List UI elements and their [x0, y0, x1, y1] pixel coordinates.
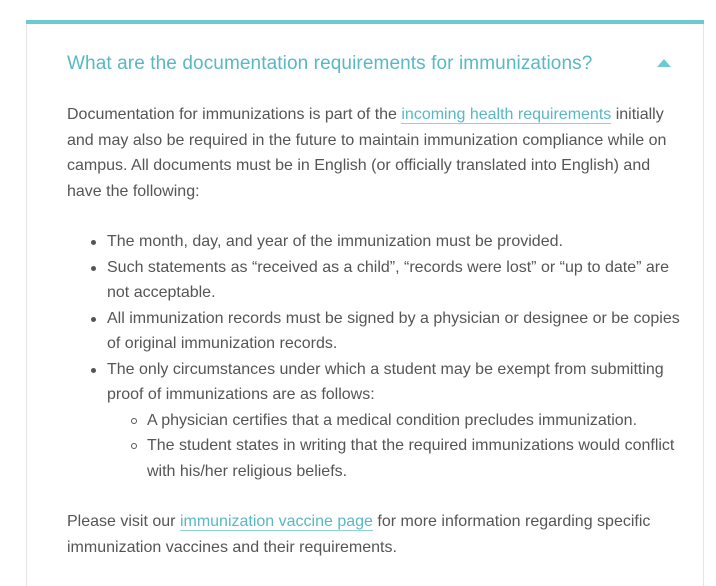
footer-paragraph: [67, 509, 687, 560]
chevron-up-icon[interactable]: [657, 59, 671, 67]
list-item-text: The only circumstances under which a student may be exempt from submitting proof of immunizations are as follows:: [107, 360, 664, 403]
list-item: All immunization records must be signed by a physician or designee or be copies of original immunization records.: [107, 306, 687, 357]
faq-toggle-header[interactable]: [27, 24, 703, 102]
intro-text-start: Documentation for immunizations is part of the: [67, 106, 402, 123]
immunization-vaccine-page-link[interactable]: immunization vaccine page: [179, 513, 373, 530]
faq-question-title[interactable]: What are the documentation requirements for immunizations?: [67, 53, 593, 74]
sub-list-item: A physician certifies that a medical condition precludes immunization.: [147, 408, 687, 434]
footer-text-end: for more information regarding specific immunization vaccines and their requirements.: [67, 513, 651, 556]
list-item: Such statements as “received as a child”, “records were lost” or “up to date” are not acceptable.: [107, 255, 687, 306]
footer-text-start: Please visit our: [67, 513, 180, 530]
intro-paragraph: [67, 102, 687, 204]
requirements-list: [67, 229, 687, 484]
exemptions-list: [107, 408, 687, 485]
sub-list-item: The student states in writing that the required immunizations would conflict with his/her religious beliefs.: [147, 433, 687, 484]
list-item-exemptions: [107, 357, 687, 485]
incoming-health-requirements-link[interactable]: incoming health requirements: [401, 106, 612, 123]
faq-answer-body: [67, 102, 687, 560]
list-item: The month, day, and year of the immunization must be provided.: [107, 229, 687, 255]
intro-text-end: initially and may also be required in the future to maintain immunization compliance while on campus. All documents must be in English (or officially translated into English) and have the following:: [67, 106, 667, 200]
faq-accordion-panel: [26, 20, 704, 586]
